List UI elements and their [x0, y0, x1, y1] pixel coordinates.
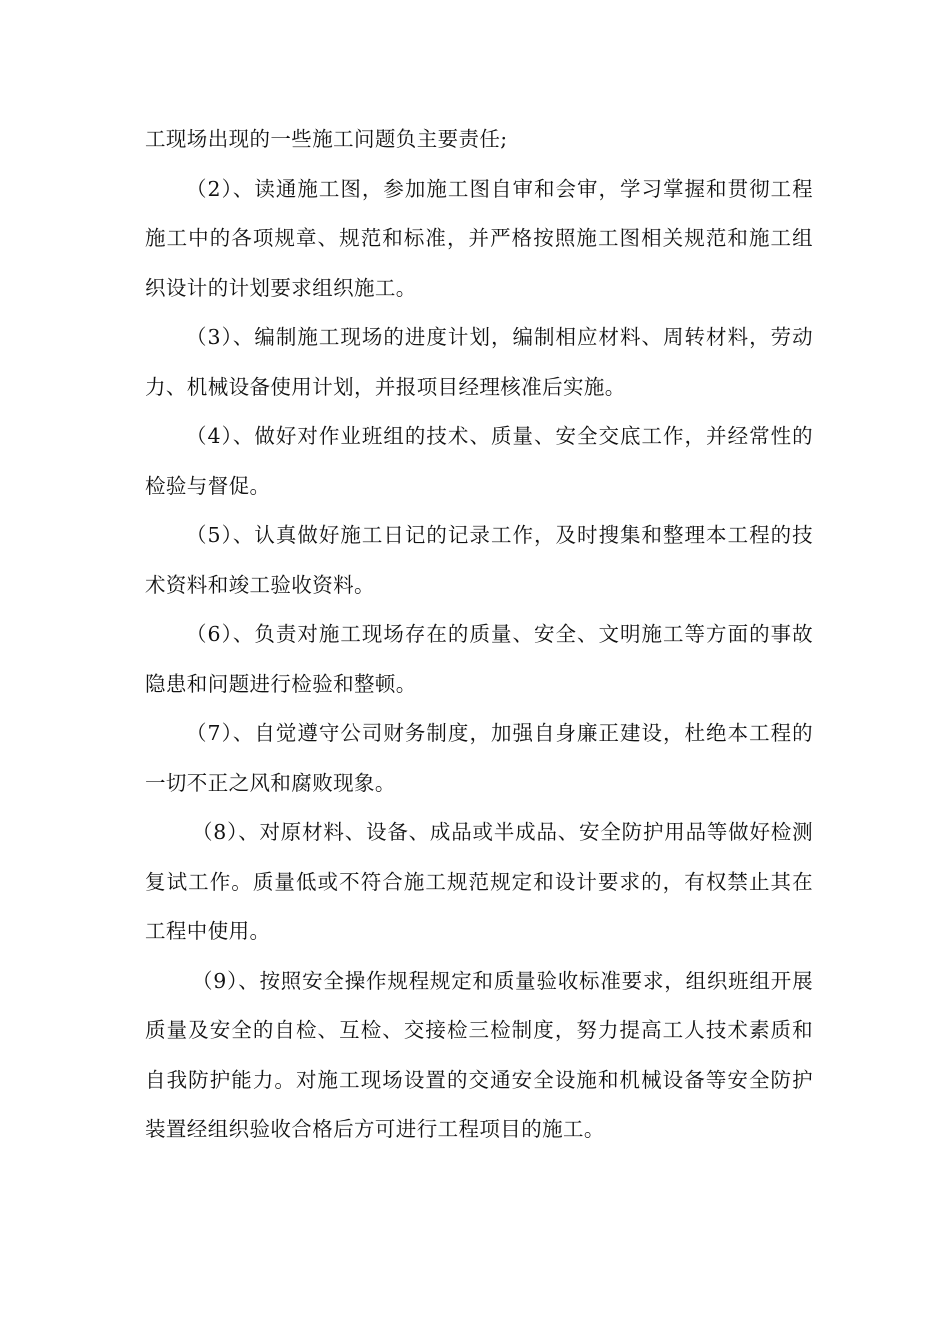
paragraph-item-3: （3）、编制施工现场的进度计划，编制相应材料、周转材料，劳动力、机械设备使用计划，并报项目经理核准后实施。 — [145, 325, 813, 399]
paragraph-item-9: （9）、按照安全操作规程规定和质量验收标准要求，组织班组开展质量及安全的自检、互检、交接检三检制度，努力提高工人技术素质和自我防护能力。对施工现场设置的交通安全设施和机械设备等安全防护装置经组织验收合格后方可进行工程项目的施工。 — [145, 968, 813, 1141]
paragraph-continuation: 工现场出现的一些施工问题负主要责任; — [145, 127, 508, 151]
paragraph-item-7: （7）、自觉遵守公司财务制度，加强自身廉正建设，杜绝本工程的一切不正之风和腐败现象。 — [145, 721, 813, 795]
paragraph-item-4: （4）、做好对作业班组的技术、质量、安全交底工作，并经常性的检验与督促。 — [145, 424, 813, 498]
paragraph-item-8: （8）、对原材料、设备、成品或半成品、安全防护用品等做好检测复试工作。质量低或不符合施工规范规定和设计要求的，有权禁止其在工程中使用。 — [145, 820, 813, 943]
paragraph-item-2: （2）、读通施工图，参加施工图自审和会审，学习掌握和贯彻工程施工中的各项规章、规范和标准，并严格按照施工图相关规范和施工组织设计的计划要求组织施工。 — [145, 176, 813, 300]
paragraph-item-5: （5）、认真做好施工日记的记录工作，及时搜集和整理本工程的技术资料和竣工验收资料。 — [145, 523, 813, 597]
paragraph-item-6: （6）、负责对施工现场存在的质量、安全、文明施工等方面的事故隐患和问题进行检验和整顿。 — [145, 622, 813, 696]
document-body — [145, 115, 813, 1155]
